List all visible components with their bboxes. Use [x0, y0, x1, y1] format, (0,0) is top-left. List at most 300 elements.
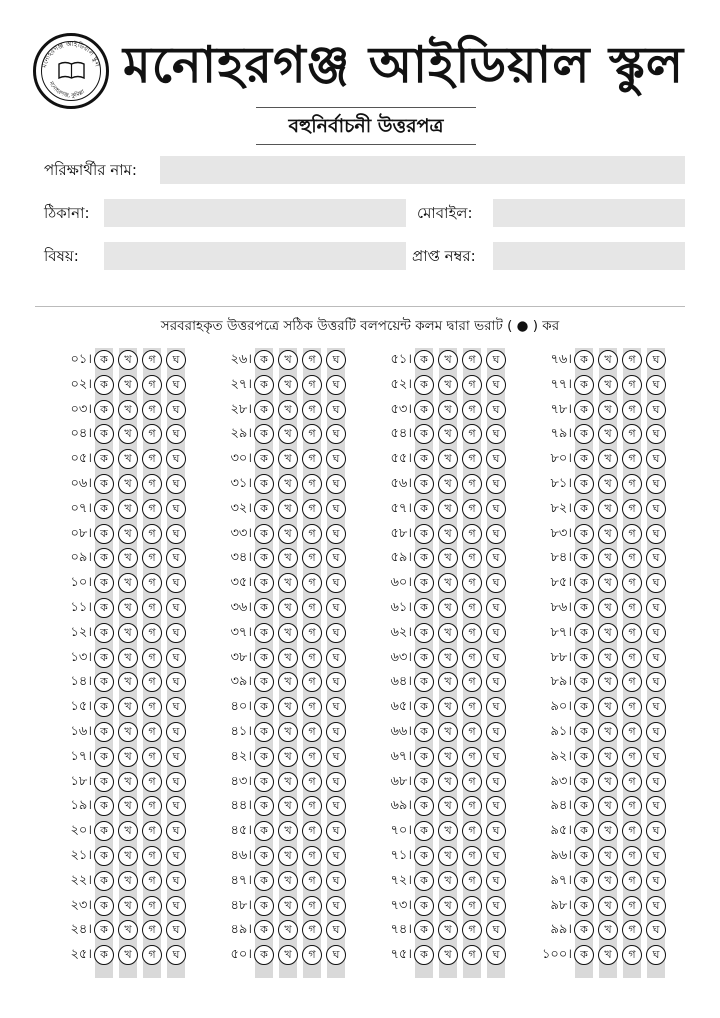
answer-bubble[interactable]: গ	[302, 796, 322, 816]
answer-bubble[interactable]: গ	[142, 548, 162, 568]
answer-bubble[interactable]: ক	[94, 722, 114, 742]
answer-bubble[interactable]: গ	[622, 846, 642, 866]
answer-bubble[interactable]: ক	[574, 350, 594, 370]
answer-bubble[interactable]: ক	[574, 548, 594, 568]
answer-bubble[interactable]: খ	[118, 499, 138, 519]
answer-bubble[interactable]: ক	[414, 945, 434, 965]
answer-bubble[interactable]: খ	[278, 722, 298, 742]
name-field[interactable]	[160, 156, 685, 184]
answer-bubble[interactable]: ঘ	[166, 796, 186, 816]
answer-bubble[interactable]: গ	[462, 896, 482, 916]
answer-bubble[interactable]: ক	[414, 623, 434, 643]
answer-bubble[interactable]: ক	[94, 772, 114, 792]
answer-bubble[interactable]: গ	[622, 598, 642, 618]
answer-bubble[interactable]: ক	[94, 672, 114, 692]
answer-bubble[interactable]: ঘ	[166, 474, 186, 494]
answer-bubble[interactable]: ঘ	[646, 871, 666, 891]
answer-bubble[interactable]: ঘ	[646, 896, 666, 916]
answer-bubble[interactable]: ক	[94, 400, 114, 420]
answer-bubble[interactable]: গ	[142, 424, 162, 444]
answer-bubble[interactable]: ঘ	[646, 449, 666, 469]
answer-bubble[interactable]: ঘ	[326, 945, 346, 965]
answer-bubble[interactable]: গ	[622, 524, 642, 544]
answer-bubble[interactable]: খ	[278, 747, 298, 767]
answer-bubble[interactable]: গ	[302, 598, 322, 618]
answer-bubble[interactable]: ক	[94, 871, 114, 891]
answer-bubble[interactable]: ক	[254, 846, 274, 866]
answer-bubble[interactable]: ক	[254, 350, 274, 370]
answer-bubble[interactable]: গ	[302, 722, 322, 742]
answer-bubble[interactable]: ঘ	[646, 350, 666, 370]
answer-bubble[interactable]: ঘ	[326, 846, 346, 866]
answer-bubble[interactable]: খ	[598, 945, 618, 965]
answer-bubble[interactable]: ক	[94, 573, 114, 593]
answer-bubble[interactable]: গ	[142, 697, 162, 717]
answer-bubble[interactable]: ঘ	[486, 772, 506, 792]
answer-bubble[interactable]: গ	[142, 474, 162, 494]
answer-bubble[interactable]: গ	[142, 400, 162, 420]
answer-bubble[interactable]: ক	[574, 896, 594, 916]
answer-bubble[interactable]: ক	[574, 747, 594, 767]
answer-bubble[interactable]: গ	[302, 524, 322, 544]
answer-bubble[interactable]: খ	[118, 548, 138, 568]
answer-bubble[interactable]: ক	[414, 648, 434, 668]
answer-bubble[interactable]: খ	[118, 722, 138, 742]
answer-bubble[interactable]: ক	[94, 375, 114, 395]
answer-bubble[interactable]: গ	[142, 623, 162, 643]
answer-bubble[interactable]: গ	[462, 424, 482, 444]
answer-bubble[interactable]: গ	[462, 623, 482, 643]
answer-bubble[interactable]: খ	[598, 871, 618, 891]
answer-bubble[interactable]: খ	[598, 722, 618, 742]
answer-bubble[interactable]: খ	[598, 697, 618, 717]
answer-bubble[interactable]: গ	[142, 772, 162, 792]
answer-bubble[interactable]: খ	[598, 474, 618, 494]
answer-bubble[interactable]: ক	[254, 772, 274, 792]
answer-bubble[interactable]: খ	[118, 573, 138, 593]
answer-bubble[interactable]: গ	[462, 648, 482, 668]
answer-bubble[interactable]: খ	[278, 772, 298, 792]
answer-bubble[interactable]: ক	[414, 747, 434, 767]
answer-bubble[interactable]: খ	[278, 871, 298, 891]
answer-bubble[interactable]: গ	[302, 896, 322, 916]
answer-bubble[interactable]: খ	[598, 424, 618, 444]
answer-bubble[interactable]: ঘ	[166, 896, 186, 916]
answer-bubble[interactable]: ঘ	[646, 920, 666, 940]
answer-bubble[interactable]: ঘ	[486, 672, 506, 692]
answer-bubble[interactable]: খ	[278, 697, 298, 717]
answer-bubble[interactable]: খ	[278, 598, 298, 618]
answer-bubble[interactable]: ক	[254, 920, 274, 940]
answer-bubble[interactable]: খ	[598, 821, 618, 841]
answer-bubble[interactable]: ঘ	[166, 920, 186, 940]
answer-bubble[interactable]: ক	[94, 499, 114, 519]
answer-bubble[interactable]: ক	[414, 896, 434, 916]
answer-bubble[interactable]: ক	[254, 499, 274, 519]
answer-bubble[interactable]: ঘ	[486, 871, 506, 891]
answer-bubble[interactable]: ঘ	[646, 474, 666, 494]
answer-bubble[interactable]: খ	[598, 350, 618, 370]
answer-bubble[interactable]: ঘ	[326, 672, 346, 692]
answer-bubble[interactable]: ঘ	[486, 400, 506, 420]
answer-bubble[interactable]: খ	[438, 524, 458, 544]
answer-bubble[interactable]: গ	[462, 747, 482, 767]
answer-bubble[interactable]: ঘ	[486, 499, 506, 519]
answer-bubble[interactable]: খ	[118, 796, 138, 816]
answer-bubble[interactable]: খ	[598, 772, 618, 792]
answer-bubble[interactable]: গ	[302, 548, 322, 568]
answer-bubble[interactable]: ক	[94, 920, 114, 940]
answer-bubble[interactable]: খ	[118, 623, 138, 643]
answer-bubble[interactable]: গ	[462, 350, 482, 370]
answer-bubble[interactable]: ক	[574, 474, 594, 494]
answer-bubble[interactable]: গ	[142, 350, 162, 370]
answer-bubble[interactable]: গ	[622, 697, 642, 717]
answer-bubble[interactable]: খ	[278, 400, 298, 420]
answer-bubble[interactable]: ঘ	[486, 623, 506, 643]
answer-bubble[interactable]: খ	[118, 920, 138, 940]
answer-bubble[interactable]: ক	[414, 424, 434, 444]
answer-bubble[interactable]: খ	[438, 796, 458, 816]
answer-bubble[interactable]: গ	[142, 821, 162, 841]
answer-bubble[interactable]: ক	[94, 821, 114, 841]
answer-bubble[interactable]: খ	[118, 598, 138, 618]
answer-bubble[interactable]: গ	[622, 350, 642, 370]
answer-bubble[interactable]: ক	[94, 524, 114, 544]
answer-bubble[interactable]: ঘ	[326, 573, 346, 593]
answer-bubble[interactable]: ক	[254, 648, 274, 668]
answer-bubble[interactable]: ঘ	[326, 772, 346, 792]
answer-bubble[interactable]: ক	[254, 375, 274, 395]
answer-bubble[interactable]: গ	[142, 375, 162, 395]
answer-bubble[interactable]: ক	[414, 722, 434, 742]
answer-bubble[interactable]: খ	[598, 375, 618, 395]
answer-bubble[interactable]: গ	[462, 945, 482, 965]
answer-bubble[interactable]: গ	[302, 375, 322, 395]
answer-bubble[interactable]: খ	[438, 499, 458, 519]
answer-bubble[interactable]: ঘ	[326, 449, 346, 469]
answer-bubble[interactable]: ঘ	[326, 896, 346, 916]
answer-bubble[interactable]: খ	[278, 499, 298, 519]
answer-bubble[interactable]: ক	[414, 400, 434, 420]
answer-bubble[interactable]: ঘ	[646, 722, 666, 742]
answer-bubble[interactable]: খ	[438, 945, 458, 965]
answer-bubble[interactable]: ক	[414, 871, 434, 891]
answer-bubble[interactable]: গ	[302, 424, 322, 444]
answer-bubble[interactable]: ঘ	[486, 524, 506, 544]
answer-bubble[interactable]: খ	[118, 350, 138, 370]
answer-bubble[interactable]: খ	[438, 672, 458, 692]
answer-bubble[interactable]: গ	[302, 871, 322, 891]
address-field[interactable]	[104, 199, 406, 227]
answer-bubble[interactable]: গ	[622, 672, 642, 692]
answer-bubble[interactable]: ক	[94, 945, 114, 965]
answer-bubble[interactable]: গ	[622, 623, 642, 643]
answer-bubble[interactable]: ক	[574, 524, 594, 544]
answer-bubble[interactable]: গ	[622, 722, 642, 742]
answer-bubble[interactable]: খ	[438, 896, 458, 916]
answer-bubble[interactable]: গ	[622, 375, 642, 395]
answer-bubble[interactable]: খ	[598, 400, 618, 420]
answer-bubble[interactable]: ক	[254, 672, 274, 692]
answer-bubble[interactable]: গ	[622, 920, 642, 940]
answer-bubble[interactable]: ঘ	[486, 449, 506, 469]
answer-bubble[interactable]: গ	[462, 499, 482, 519]
answer-bubble[interactable]: খ	[118, 648, 138, 668]
answer-bubble[interactable]: গ	[622, 772, 642, 792]
answer-bubble[interactable]: ঘ	[486, 846, 506, 866]
answer-bubble[interactable]: গ	[302, 623, 322, 643]
subject-field[interactable]	[104, 242, 406, 270]
answer-bubble[interactable]: খ	[278, 945, 298, 965]
answer-bubble[interactable]: গ	[142, 722, 162, 742]
answer-bubble[interactable]: গ	[302, 772, 322, 792]
answer-bubble[interactable]: ক	[574, 871, 594, 891]
answer-bubble[interactable]: খ	[118, 424, 138, 444]
answer-bubble[interactable]: ক	[254, 796, 274, 816]
answer-bubble[interactable]: ক	[574, 573, 594, 593]
answer-bubble[interactable]: গ	[302, 350, 322, 370]
answer-bubble[interactable]: ঘ	[486, 573, 506, 593]
answer-bubble[interactable]: ক	[414, 573, 434, 593]
answer-bubble[interactable]: ঘ	[166, 821, 186, 841]
answer-bubble[interactable]: ক	[574, 424, 594, 444]
answer-bubble[interactable]: ঘ	[646, 821, 666, 841]
answer-bubble[interactable]: খ	[598, 796, 618, 816]
answer-bubble[interactable]: গ	[622, 449, 642, 469]
answer-bubble[interactable]: ঘ	[166, 449, 186, 469]
answer-bubble[interactable]: খ	[118, 772, 138, 792]
answer-bubble[interactable]: ঘ	[166, 648, 186, 668]
answer-bubble[interactable]: ক	[574, 598, 594, 618]
answer-bubble[interactable]: ঘ	[166, 424, 186, 444]
answer-bubble[interactable]: ক	[574, 623, 594, 643]
answer-bubble[interactable]: খ	[278, 623, 298, 643]
answer-bubble[interactable]: খ	[438, 350, 458, 370]
answer-bubble[interactable]: খ	[118, 375, 138, 395]
answer-bubble[interactable]: ঘ	[326, 648, 346, 668]
answer-bubble[interactable]: খ	[118, 945, 138, 965]
answer-bubble[interactable]: গ	[462, 697, 482, 717]
answer-bubble[interactable]: গ	[622, 548, 642, 568]
answer-bubble[interactable]: ঘ	[326, 623, 346, 643]
answer-bubble[interactable]: খ	[278, 648, 298, 668]
answer-bubble[interactable]: গ	[142, 648, 162, 668]
answer-bubble[interactable]: খ	[118, 449, 138, 469]
answer-bubble[interactable]: ঘ	[486, 598, 506, 618]
answer-bubble[interactable]: ঘ	[326, 548, 346, 568]
answer-bubble[interactable]: ঘ	[166, 722, 186, 742]
answer-bubble[interactable]: খ	[438, 846, 458, 866]
answer-bubble[interactable]: ক	[574, 697, 594, 717]
answer-bubble[interactable]: ক	[414, 796, 434, 816]
answer-bubble[interactable]: ঘ	[646, 424, 666, 444]
answer-bubble[interactable]: ঘ	[646, 548, 666, 568]
answer-bubble[interactable]: খ	[118, 524, 138, 544]
answer-bubble[interactable]: খ	[118, 747, 138, 767]
answer-bubble[interactable]: গ	[462, 672, 482, 692]
answer-bubble[interactable]: খ	[598, 846, 618, 866]
answer-bubble[interactable]: গ	[462, 796, 482, 816]
answer-bubble[interactable]: ক	[254, 722, 274, 742]
answer-bubble[interactable]: গ	[462, 375, 482, 395]
answer-bubble[interactable]: খ	[278, 821, 298, 841]
answer-bubble[interactable]: গ	[142, 672, 162, 692]
answer-bubble[interactable]: ঘ	[646, 648, 666, 668]
answer-bubble[interactable]: ক	[414, 524, 434, 544]
answer-bubble[interactable]: ঘ	[166, 772, 186, 792]
answer-bubble[interactable]: ক	[574, 400, 594, 420]
answer-bubble[interactable]: গ	[622, 747, 642, 767]
answer-bubble[interactable]: খ	[598, 623, 618, 643]
answer-bubble[interactable]: গ	[302, 573, 322, 593]
answer-bubble[interactable]: গ	[142, 747, 162, 767]
answer-bubble[interactable]: ঘ	[486, 375, 506, 395]
answer-bubble[interactable]: ক	[414, 499, 434, 519]
answer-bubble[interactable]: গ	[142, 896, 162, 916]
answer-bubble[interactable]: ঘ	[646, 623, 666, 643]
answer-bubble[interactable]: ক	[574, 499, 594, 519]
answer-bubble[interactable]: গ	[302, 499, 322, 519]
answer-bubble[interactable]: ঘ	[326, 524, 346, 544]
answer-bubble[interactable]: ঘ	[646, 573, 666, 593]
answer-bubble[interactable]: ক	[414, 598, 434, 618]
answer-bubble[interactable]: খ	[278, 796, 298, 816]
answer-bubble[interactable]: ঘ	[646, 772, 666, 792]
answer-bubble[interactable]: ঘ	[646, 672, 666, 692]
answer-bubble[interactable]: ঘ	[326, 871, 346, 891]
answer-bubble[interactable]: ঘ	[166, 672, 186, 692]
answer-bubble[interactable]: গ	[462, 722, 482, 742]
answer-bubble[interactable]: ঘ	[646, 524, 666, 544]
answer-bubble[interactable]: ক	[94, 697, 114, 717]
answer-bubble[interactable]: ঘ	[486, 821, 506, 841]
answer-bubble[interactable]: ঘ	[646, 747, 666, 767]
answer-bubble[interactable]: ক	[574, 772, 594, 792]
answer-bubble[interactable]: ঘ	[166, 524, 186, 544]
answer-bubble[interactable]: খ	[438, 598, 458, 618]
answer-bubble[interactable]: ক	[254, 573, 274, 593]
answer-bubble[interactable]: ঘ	[326, 350, 346, 370]
answer-bubble[interactable]: ক	[254, 871, 274, 891]
marks-field[interactable]	[493, 242, 685, 270]
answer-bubble[interactable]: ক	[574, 449, 594, 469]
answer-bubble[interactable]: ঘ	[326, 697, 346, 717]
answer-bubble[interactable]: ঘ	[326, 598, 346, 618]
answer-bubble[interactable]: ক	[254, 623, 274, 643]
answer-bubble[interactable]: খ	[598, 573, 618, 593]
answer-bubble[interactable]: খ	[118, 871, 138, 891]
answer-bubble[interactable]: ঘ	[326, 499, 346, 519]
answer-bubble[interactable]: খ	[438, 747, 458, 767]
answer-bubble[interactable]: গ	[302, 697, 322, 717]
answer-bubble[interactable]: খ	[598, 747, 618, 767]
answer-bubble[interactable]: গ	[462, 920, 482, 940]
answer-bubble[interactable]: ঘ	[646, 697, 666, 717]
answer-bubble[interactable]: খ	[598, 896, 618, 916]
answer-bubble[interactable]: গ	[462, 548, 482, 568]
answer-bubble[interactable]: ঘ	[326, 920, 346, 940]
answer-bubble[interactable]: গ	[142, 449, 162, 469]
answer-bubble[interactable]: খ	[118, 697, 138, 717]
answer-bubble[interactable]: গ	[622, 424, 642, 444]
answer-bubble[interactable]: ঘ	[646, 400, 666, 420]
answer-bubble[interactable]: খ	[598, 499, 618, 519]
answer-bubble[interactable]: খ	[598, 548, 618, 568]
answer-bubble[interactable]: গ	[302, 474, 322, 494]
answer-bubble[interactable]: ঘ	[166, 871, 186, 891]
answer-bubble[interactable]: ঘ	[486, 548, 506, 568]
answer-bubble[interactable]: ঘ	[166, 548, 186, 568]
answer-bubble[interactable]: খ	[278, 375, 298, 395]
answer-bubble[interactable]: ক	[574, 920, 594, 940]
answer-bubble[interactable]: ক	[254, 598, 274, 618]
answer-bubble[interactable]: খ	[438, 573, 458, 593]
answer-bubble[interactable]: খ	[438, 474, 458, 494]
answer-bubble[interactable]: ঘ	[166, 499, 186, 519]
answer-bubble[interactable]: ঘ	[646, 598, 666, 618]
answer-bubble[interactable]: ক	[94, 449, 114, 469]
answer-bubble[interactable]: গ	[302, 945, 322, 965]
answer-bubble[interactable]: গ	[142, 945, 162, 965]
answer-bubble[interactable]: গ	[622, 499, 642, 519]
answer-bubble[interactable]: ক	[254, 697, 274, 717]
answer-bubble[interactable]: ক	[574, 722, 594, 742]
answer-bubble[interactable]: গ	[462, 772, 482, 792]
answer-bubble[interactable]: খ	[278, 548, 298, 568]
answer-bubble[interactable]: গ	[302, 747, 322, 767]
answer-bubble[interactable]: ক	[94, 350, 114, 370]
answer-bubble[interactable]: খ	[438, 697, 458, 717]
answer-bubble[interactable]: গ	[142, 524, 162, 544]
answer-bubble[interactable]: ক	[254, 945, 274, 965]
answer-bubble[interactable]: খ	[598, 598, 618, 618]
answer-bubble[interactable]: খ	[118, 846, 138, 866]
answer-bubble[interactable]: ক	[254, 548, 274, 568]
answer-bubble[interactable]: খ	[118, 400, 138, 420]
answer-bubble[interactable]: ক	[94, 648, 114, 668]
answer-bubble[interactable]: ক	[574, 648, 594, 668]
answer-bubble[interactable]: ঘ	[326, 796, 346, 816]
answer-bubble[interactable]: ক	[94, 796, 114, 816]
answer-bubble[interactable]: গ	[302, 920, 322, 940]
answer-bubble[interactable]: ঘ	[646, 945, 666, 965]
answer-bubble[interactable]: গ	[462, 573, 482, 593]
answer-bubble[interactable]: গ	[622, 821, 642, 841]
answer-bubble[interactable]: গ	[622, 871, 642, 891]
answer-bubble[interactable]: ঘ	[326, 424, 346, 444]
answer-bubble[interactable]: গ	[462, 400, 482, 420]
answer-bubble[interactable]: গ	[302, 821, 322, 841]
answer-bubble[interactable]: ক	[414, 548, 434, 568]
answer-bubble[interactable]: ক	[94, 474, 114, 494]
answer-bubble[interactable]: ঘ	[486, 697, 506, 717]
answer-bubble[interactable]: গ	[142, 499, 162, 519]
answer-bubble[interactable]: ক	[414, 821, 434, 841]
answer-bubble[interactable]: গ	[462, 846, 482, 866]
answer-bubble[interactable]: ক	[414, 672, 434, 692]
answer-bubble[interactable]: গ	[622, 896, 642, 916]
answer-bubble[interactable]: ঘ	[326, 375, 346, 395]
answer-bubble[interactable]: গ	[462, 449, 482, 469]
answer-bubble[interactable]: খ	[278, 474, 298, 494]
answer-bubble[interactable]: ঘ	[326, 722, 346, 742]
answer-bubble[interactable]: গ	[462, 821, 482, 841]
answer-bubble[interactable]: খ	[278, 524, 298, 544]
answer-bubble[interactable]: ঘ	[486, 920, 506, 940]
answer-bubble[interactable]: ঘ	[166, 400, 186, 420]
answer-bubble[interactable]: ক	[414, 375, 434, 395]
